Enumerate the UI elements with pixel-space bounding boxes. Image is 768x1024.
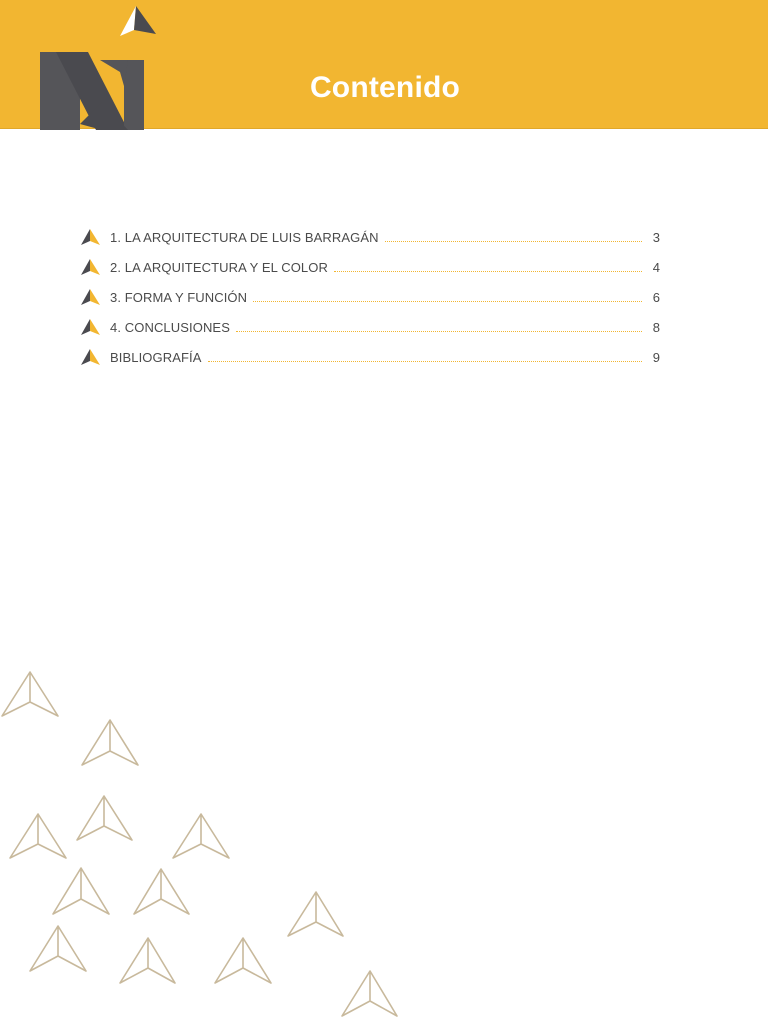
page-title: Contenido [309, 71, 461, 104]
triangle-bullet-icon [80, 288, 102, 306]
triangle-bullet-icon [80, 348, 102, 366]
dotted-leader [334, 271, 642, 272]
toc-item-page: 9 [652, 349, 660, 365]
toc-item-page: 3 [652, 229, 660, 245]
paper-plane-triangle-icon [342, 971, 397, 1016]
toc-item-label: 3. FORMA Y FUNCIÓN [110, 289, 248, 305]
header-banner [0, 0, 768, 129]
toc-item-label: 2. LA ARQUITECTURA Y EL COLOR [110, 259, 328, 275]
toc-item[interactable] [80, 222, 660, 252]
triangle-bullet-icon [80, 258, 102, 276]
triangle-bullet-icon [80, 228, 102, 246]
paper-plane-triangle-icon [120, 938, 175, 983]
paper-plane-triangle-icon [215, 938, 271, 983]
paper-plane-triangle-icon [10, 814, 66, 858]
paper-plane-triangle-icon [82, 720, 138, 765]
paper-plane-triangle-icon [30, 926, 86, 971]
toc-item-label: 4. CONCLUSIONES [110, 319, 230, 335]
toc-item[interactable] [80, 282, 660, 312]
toc-item[interactable] [80, 342, 660, 372]
table-of-contents [80, 222, 660, 372]
dotted-leader [385, 241, 642, 242]
paper-plane-triangle-icon [288, 892, 343, 936]
dotted-leader [253, 301, 642, 302]
paper-plane-decoration [0, 660, 420, 1024]
dotted-leader [236, 331, 642, 332]
dotted-leader [208, 361, 642, 362]
toc-item-label: 1. LA ARQUITECTURA DE LUIS BARRAGÁN [110, 229, 379, 245]
toc-item-page: 4 [652, 259, 660, 275]
toc-item[interactable] [80, 312, 660, 342]
toc-item[interactable] [80, 252, 660, 282]
paper-plane-triangle-icon [173, 814, 229, 858]
toc-item-page: 8 [652, 319, 660, 335]
n-monogram-logo-icon [36, 4, 160, 130]
paper-plane-triangle-icon [134, 869, 189, 914]
paper-plane-triangle-icon [53, 868, 109, 914]
toc-item-label: BIBLIOGRAFÍA [110, 349, 202, 365]
paper-plane-triangle-icon [77, 796, 132, 840]
paper-plane-triangle-icon [2, 672, 58, 716]
triangle-bullet-icon [80, 318, 102, 336]
toc-item-page: 6 [652, 289, 660, 305]
